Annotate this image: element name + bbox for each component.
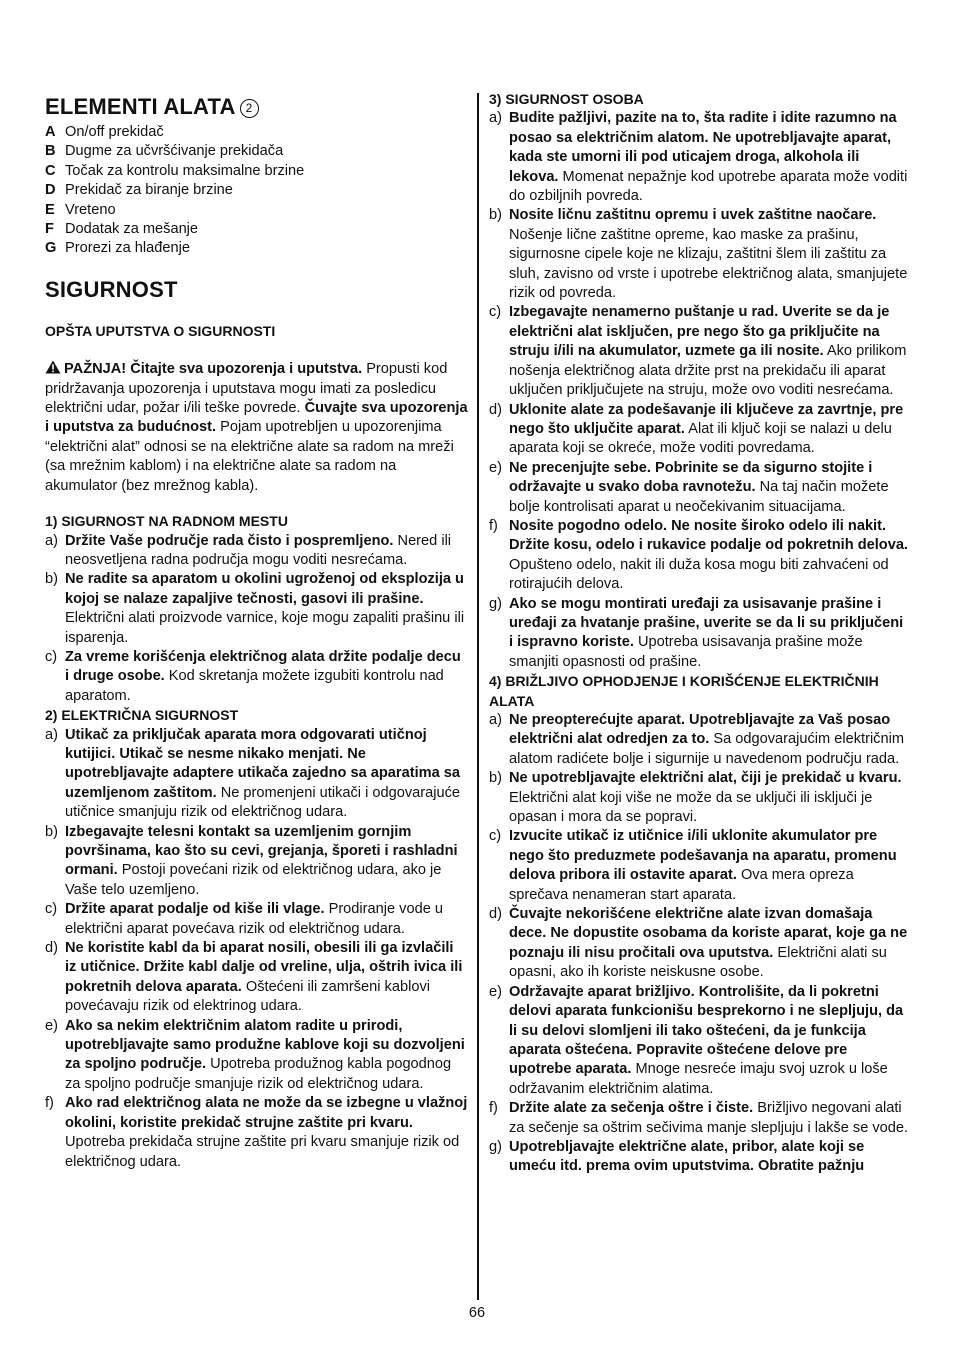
item-explanation: Električni alati su opasni, ako ih koriste neiskusne osobe. — [509, 944, 887, 981]
element-key: A — [45, 124, 56, 140]
safety-item — [45, 1094, 468, 1172]
item-explanation: Ako prilikom nošenja električnog alata držite prst na prekidaču ili aparat uključen priključujete na struju, može ovo voditi nesrećama. — [509, 343, 907, 399]
item-explanation: Upotreba produžnog kabla pogodnog za spoljno područje smanjuje rizik od električnog udara. — [65, 1056, 452, 1092]
item-letter: b) — [45, 571, 58, 588]
item-body — [65, 570, 468, 648]
element-text: Točak za kontrolu maksimalne brzine — [65, 162, 305, 179]
item-body — [509, 595, 911, 673]
element-text: Prekidač za biranje brzine — [65, 182, 233, 199]
right-column — [489, 90, 911, 1177]
item-explanation: Upotreba prekidača strujne zaštite pri kvaru smanjuje rizik od električnog udara. — [65, 1134, 460, 1170]
safety-item — [489, 983, 911, 1099]
warning-bold-1: PAŽNJA! Čitajte sva upozorenja i uputstva. — [64, 361, 363, 378]
item-instruction: Čuvajte nekorišćene električne alate izvan domašaja dece. Ne dopustite osobama da koriste aparat, koje ga ne poznaju ili nisu pročitali ova uputstva. — [509, 906, 908, 961]
safety-item — [489, 303, 911, 400]
section-1-heading: 1) SIGURNOST NA RADNOM MESTU — [45, 513, 288, 530]
element-key: B — [45, 143, 56, 160]
item-letter: b) — [489, 770, 502, 787]
item-letter: c) — [489, 828, 502, 845]
item-instruction: Izbegavajte telesni kontakt sa uzemljenim gornjim površinama, kao što su cevi, grejanja, šporeti i rashladni ormani. — [65, 823, 458, 879]
item-instruction: Držite Vaše područje rada čisto i pospremljeno. — [65, 532, 394, 549]
safety-item — [45, 726, 468, 823]
item-explanation: Ova mera opreza sprečava nenameran start aparata. — [509, 867, 854, 903]
warning-paragraph — [45, 360, 468, 496]
item-body — [509, 711, 911, 769]
element-text: Prorezi za hlađenje — [65, 240, 190, 257]
element-text: On/off prekidač — [65, 124, 164, 140]
item-body — [509, 827, 911, 905]
item-letter: f) — [45, 1095, 54, 1112]
item-explanation: Upotreba usisavanja prašine može smanjiti opasnosti od prašine. — [509, 634, 863, 670]
item-explanation: Prodiranje vode u električni aparat povećava rizik od električnog udara. — [65, 901, 443, 937]
section-4-list — [489, 711, 911, 1177]
item-letter: c) — [489, 304, 502, 321]
safety-item — [45, 532, 468, 571]
item-body — [65, 726, 468, 823]
item-body — [509, 983, 911, 1099]
element-key: E — [45, 201, 55, 218]
safety-item — [489, 711, 911, 769]
left-column — [45, 90, 468, 1172]
item-explanation: Brižljivo negovani alati za sečenje sa oštrim sečivima manje slepljuju i lakše se vode. — [509, 1100, 909, 1136]
item-body — [509, 459, 911, 517]
warning-bold-2: Čuvajte sva upozorenja i uputstva za budućnost. — [45, 400, 468, 436]
safety-item — [45, 939, 468, 1017]
safety-item — [489, 769, 911, 827]
safety-item — [489, 517, 911, 595]
element-text: Dugme za učvršćivanje prekidača — [65, 143, 284, 160]
item-body — [65, 939, 468, 1017]
safety-item — [45, 1017, 468, 1095]
warning-text-2: Pojam upotrebljen u upozorenjima “električni alat” odnosi se na električne alate sa radom na mreži (sa mrežnim kablom) i na električne alate sa radom na akumulator (bez mrežnog kabla). — [45, 419, 454, 494]
item-body — [509, 206, 911, 303]
warning-triangle-icon — [45, 360, 61, 374]
item-body — [65, 532, 468, 571]
safety-item — [489, 1099, 911, 1138]
section-3-heading: 3) SIGURNOST OSOBA — [489, 91, 644, 107]
section-4-heading: 4) BRIŽLJIVO OPHODJENJE I KORIŠĆENJE ELEKTRIČNIH ALATA — [489, 673, 879, 709]
item-explanation: Nošenje lične zaštitne opreme, kao maske za prašinu, sigurnosne cipele koje ne klizaju, zaštitni šlem ili zaštitu za sluh, zavisno od vrste i upotrebe električnog alata, smanjujete rizik od povreda. — [509, 226, 908, 302]
item-explanation: Kod skretanja možete izgubiti kontrolu nad aparatom. — [65, 668, 444, 704]
item-instruction: Izvucite utikač iz utičnice i/ili uklonite akumulator pre nego što preduzmete podešavanja na aparatu, promenu delova pribora ili ostavite aparat. — [509, 828, 897, 884]
safety-item — [45, 570, 468, 648]
item-instruction: Uklonite alate za podešavanje ili ključeve za zavrtnje, pre nego što uključite aparat. — [509, 401, 904, 437]
item-explanation: Opušteno odelo, nakit ili duža kosa mogu biti zahvaćeni od rotirajućih delova. — [509, 556, 889, 593]
item-letter: a) — [45, 726, 58, 743]
safety-item — [489, 905, 911, 983]
element-text: Dodatak za mešanje — [65, 221, 199, 238]
item-instruction: Ne preopterećujte aparat. Upotrebljavajte za Vaš posao električni alat odredjen za to. — [509, 712, 891, 748]
item-letter: e) — [45, 1017, 58, 1034]
item-explanation: Postoji povećani rizik od električnog udara, ako je Vaše telo uzemljeno. — [65, 862, 442, 898]
item-instruction: Utikač za priključak aparata mora odgovarati utičnoj kutijici. Utikač se nesme nikako menjati. Ne upotrebljavajte adaptere utikača zajedno sa aparatima sa uzemljenom zaštitom. — [65, 726, 461, 801]
section-1-list — [45, 532, 468, 707]
item-letter: g) — [489, 1138, 502, 1155]
column-divider — [477, 93, 479, 1300]
safety-item — [489, 459, 911, 517]
warning-text-1: Propusti kod pridržavanja upozorenja i uputstava mogu imati za posledicu električni udar, požar i/ili teške povrede. — [45, 361, 448, 417]
item-letter: a) — [489, 110, 502, 127]
item-instruction: Ako rad električnog alata ne može da se izbegne u vlažnoj okolini, koristite prekidač strujne zaštite pri kvaru. — [65, 1095, 468, 1131]
page-number: 66 — [468, 1305, 486, 1321]
item-instruction: Ne radite sa aparatom u okolini ugroženoj od eksplozija u kojoj se nalaze zapaljive tečnosti, gasovi ili prašine. — [65, 571, 464, 607]
safety-item — [489, 1138, 911, 1177]
item-letter: e) — [489, 983, 502, 1000]
item-body — [509, 109, 911, 206]
item-explanation: Momenat nepažnje kod upotrebe aparata može voditi do ozbiljnih povreda. — [509, 168, 908, 205]
item-instruction: Ne koristite kabl da bi aparat nosili, obesili ili ga izvlačili iz utičnice. Držite kabl dalje od vreline, ulja, oštrih ivica ili pokretnih delova aparata. — [65, 940, 463, 995]
item-instruction: Ne precenjujte sebe. Pobrinite se da sigurno stojite i održavajte u svako doba ravnotežu. — [509, 459, 873, 496]
item-explanation: Nered ili neosvetljena radna područja mogu voditi nesrećama. — [65, 532, 452, 568]
section-2-heading: 2) ELEKTRIČNA SIGURNOST — [45, 707, 239, 724]
elements-heading — [45, 94, 468, 120]
safety-item — [489, 206, 911, 303]
item-letter: b) — [489, 207, 502, 224]
safety-item — [489, 109, 911, 206]
item-letter: a) — [45, 532, 58, 549]
item-body — [509, 1138, 911, 1177]
safety-item — [45, 900, 468, 939]
safety-item — [45, 823, 468, 901]
item-letter: f) — [489, 517, 498, 534]
elements-title: ELEMENTI ALATA — [45, 94, 236, 119]
item-instruction: Ako se mogu montirati uređaji za usisavanje prašine i uređaji za hvatanje prašine, uverite se da li su priključeni i ispravno koriste. — [509, 595, 904, 651]
item-instruction: Držite aparat podalje od kiše ili vlage. — [65, 901, 325, 918]
item-instruction: Držite alate za sečenja oštre i čiste. — [509, 1100, 754, 1117]
element-text: Vreteno — [65, 201, 116, 218]
element-item — [45, 220, 468, 239]
item-body — [65, 900, 468, 939]
item-explanation: Sa odgovarajućim električnim alatom radićete bolje i sigurnije u navedenom području rada. — [509, 731, 904, 767]
elements-list — [45, 123, 468, 259]
item-body — [509, 1099, 911, 1138]
item-explanation: Mnoge nesreće imaju svoj uzrok u loše održavanim električnim alatima. — [509, 1061, 888, 1097]
element-item — [45, 162, 468, 181]
section-2-list — [45, 726, 468, 1172]
item-instruction: Ne upotrebljavajte električni alat, čiji je prekidač u kvaru. — [509, 770, 902, 787]
item-letter: b) — [45, 823, 58, 840]
element-key: G — [45, 240, 57, 257]
element-key: F — [45, 221, 54, 238]
section-3-list — [489, 109, 911, 672]
safety-item — [489, 401, 911, 459]
element-item — [45, 181, 468, 200]
item-explanation: Električni alati proizvode varnice, koje mogu zapaliti prašinu ili isparenja. — [65, 610, 465, 646]
item-body — [509, 905, 911, 983]
item-body — [65, 823, 468, 901]
item-letter: c) — [45, 901, 58, 918]
item-letter: d) — [489, 401, 502, 418]
item-instruction: Nosite ličnu zaštitnu opremu i uvek zaštitne naočare. — [509, 207, 877, 224]
item-body — [65, 1094, 468, 1172]
safety-item — [489, 827, 911, 905]
item-instruction: Ako sa nekim električnim alatom radite u prirodi, upotrebljavajte samo produžne kablove koji su dozvoljeni za spoljno područje. — [65, 1017, 465, 1073]
element-item — [45, 142, 468, 161]
item-explanation: Oštećeni ili zamršeni kablovi povećavaju rizik od elektrinog udara. — [65, 978, 430, 1015]
item-body — [65, 1017, 468, 1095]
general-safety-heading: OPŠTA UPUTSTVA O SIGURNOSTI — [45, 322, 276, 339]
item-letter: f) — [489, 1100, 498, 1117]
element-key: C — [45, 162, 56, 179]
item-letter: a) — [489, 712, 502, 728]
element-item — [45, 239, 468, 258]
element-item — [45, 123, 468, 142]
item-letter: g) — [489, 595, 502, 612]
figure-reference: 2 — [240, 99, 259, 118]
item-letter: d) — [45, 940, 58, 957]
safety-title: SIGURNOST — [45, 276, 178, 302]
item-body — [509, 303, 911, 400]
item-instruction: Nosite pogodno odelo. Ne nosite široko odelo ili nakit. Držite kosu, odelo i rukavice podalje od pokretnih delova. — [509, 517, 908, 554]
item-body — [65, 648, 468, 706]
item-explanation: Ne promenjeni utikači i odgovarajuće utičnice smanjuju rizik od električnog udara. — [65, 784, 461, 821]
item-instruction: Za vreme korišćenja električnog alata držite podalje decu i druge osobe. — [65, 648, 461, 685]
item-instruction: Upotrebljavajte električne alate, pribor, alate koji se umeću itd. prema ovim uputstvima. Obratite pažnju — [509, 1138, 865, 1175]
item-explanation: Alat ili ključ koji se nalazi u delu aparata koji se okreće, može voditi povredama. — [509, 420, 892, 457]
item-letter: e) — [489, 459, 502, 476]
item-body — [509, 401, 911, 459]
element-item — [45, 201, 468, 220]
item-instruction: Održavajte aparat brižljivo. Kontrolišite, da li pokretni delovi aparata funkcionišu besprekorno i ne slepljuju, da li su delovi slomljeni ili tako oštećeni, da je funkcija aparata oštećena. Popravite oštećene delove pre upotrebe aparata. — [509, 983, 904, 1078]
item-instruction: Izbegavajte nenamerno puštanje u rad. Uverite se da je električni alat isključen, pre nego što ga priključite na struju i/ili na akumulator, uzmete ga ili nosite. — [509, 304, 890, 360]
item-explanation: Električni alat koji više ne može da se uključi ili isključi je opasan i mora da se popravi. — [509, 789, 873, 826]
item-instruction: Budite pažljivi, pazite na to, šta radite i idite razumno na posao sa električnim alatom. Ne upotrebljavajte aparat, kada ste umorni ili pod uticajem droga, alkohola ili lekova. — [509, 110, 897, 185]
item-letter: c) — [45, 648, 58, 665]
item-letter: d) — [489, 906, 502, 923]
item-body — [509, 517, 911, 595]
safety-item — [45, 648, 468, 706]
safety-item — [489, 595, 911, 673]
element-key: D — [45, 182, 56, 199]
item-explanation: Na taj način možete bolje kontrolisati aparat u neočekivanim situacijama. — [509, 479, 889, 515]
item-body — [509, 769, 911, 827]
